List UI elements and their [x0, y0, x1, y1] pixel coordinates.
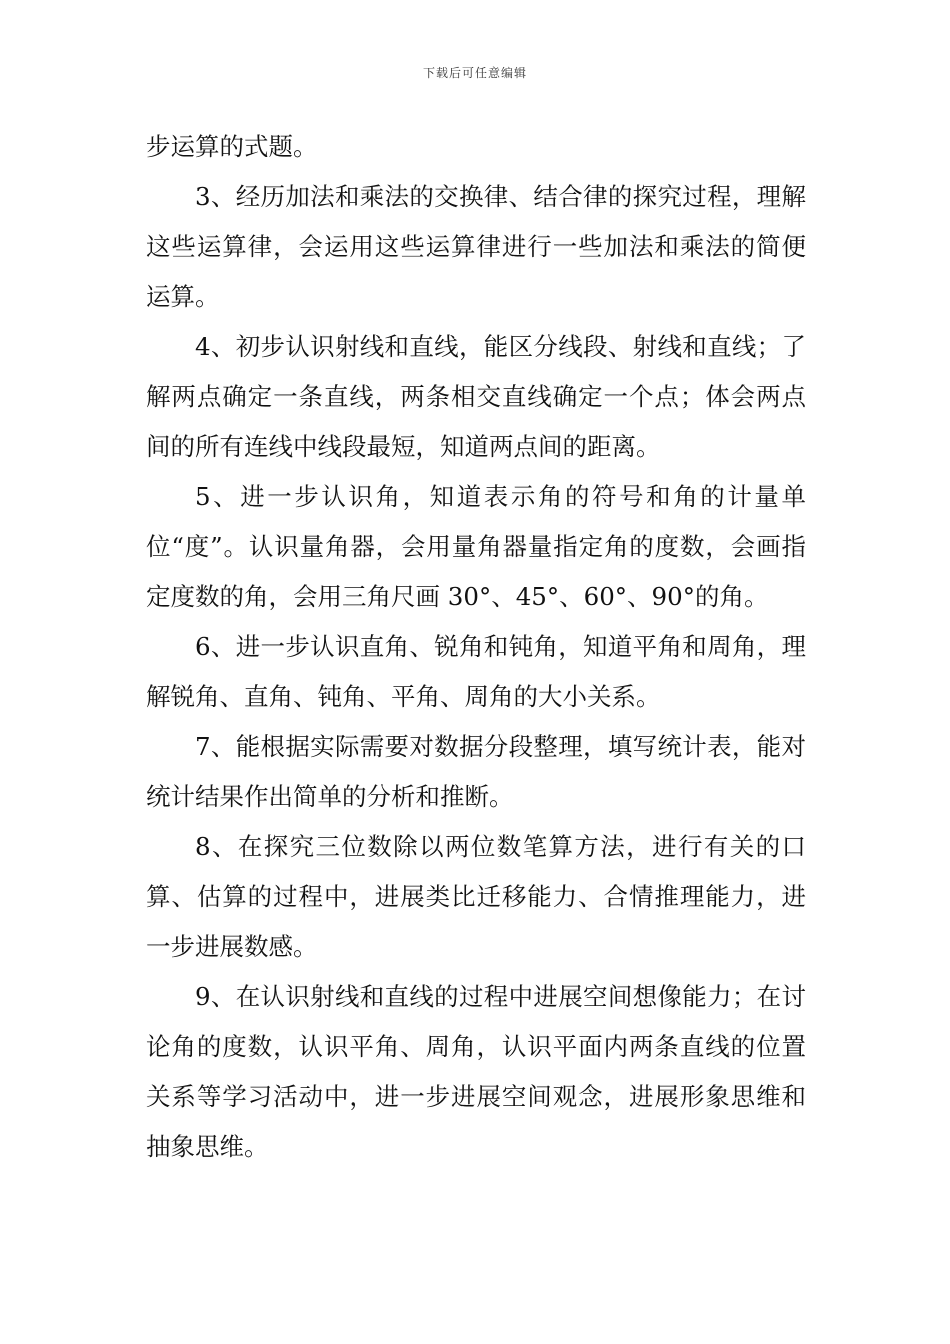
- paragraph-item-5: 5、进一步认识角，知道表示角的符号和角的计量单位“度”。认识量角器，会用量角器量指定角的度数，会画指定度数的角，会用三角尺画 30°、45°、60°、90°的角。: [146, 482, 806, 611]
- body-text: [146, 122, 806, 1172]
- paragraph-continuation: 步运算的式题。: [146, 132, 318, 161]
- paragraph-item-7: 7、能根据实际需要对数据分段整理，填写统计表，能对统计结果作出简单的分析和推断。: [146, 732, 806, 811]
- paragraph-item-9: 9、在认识射线和直线的过程中进展空间想像能力；在讨论角的度数，认识平角、周角，认识平面内两条直线的位置关系等学习活动中，进一步进展空间观念，进展形象思维和抽象思维。: [146, 982, 806, 1161]
- page-header: 下载后可任意编辑: [422, 66, 527, 80]
- paragraph-item-6: 6、进一步认识直角、锐角和钝角，知道平角和周角，理解锐角、直角、钝角、平角、周角的大小关系。: [146, 632, 806, 711]
- paragraph-item-3: 3、经历加法和乘法的交换律、结合律的探究过程，理解这些运算律，会运用这些运算律进行一些加法和乘法的简便运算。: [146, 182, 806, 311]
- paragraph-item-8: 8、在探究三位数除以两位数笔算方法，进行有关的口算、估算的过程中，进展类比迁移能力、合情推理能力，进一步进展数感。: [146, 832, 806, 961]
- paragraph-item-4: 4、初步认识射线和直线，能区分线段、射线和直线；了解两点确定一条直线，两条相交直线确定一个点；体会两点间的所有连线中线段最短，知道两点间的距离。: [146, 332, 806, 461]
